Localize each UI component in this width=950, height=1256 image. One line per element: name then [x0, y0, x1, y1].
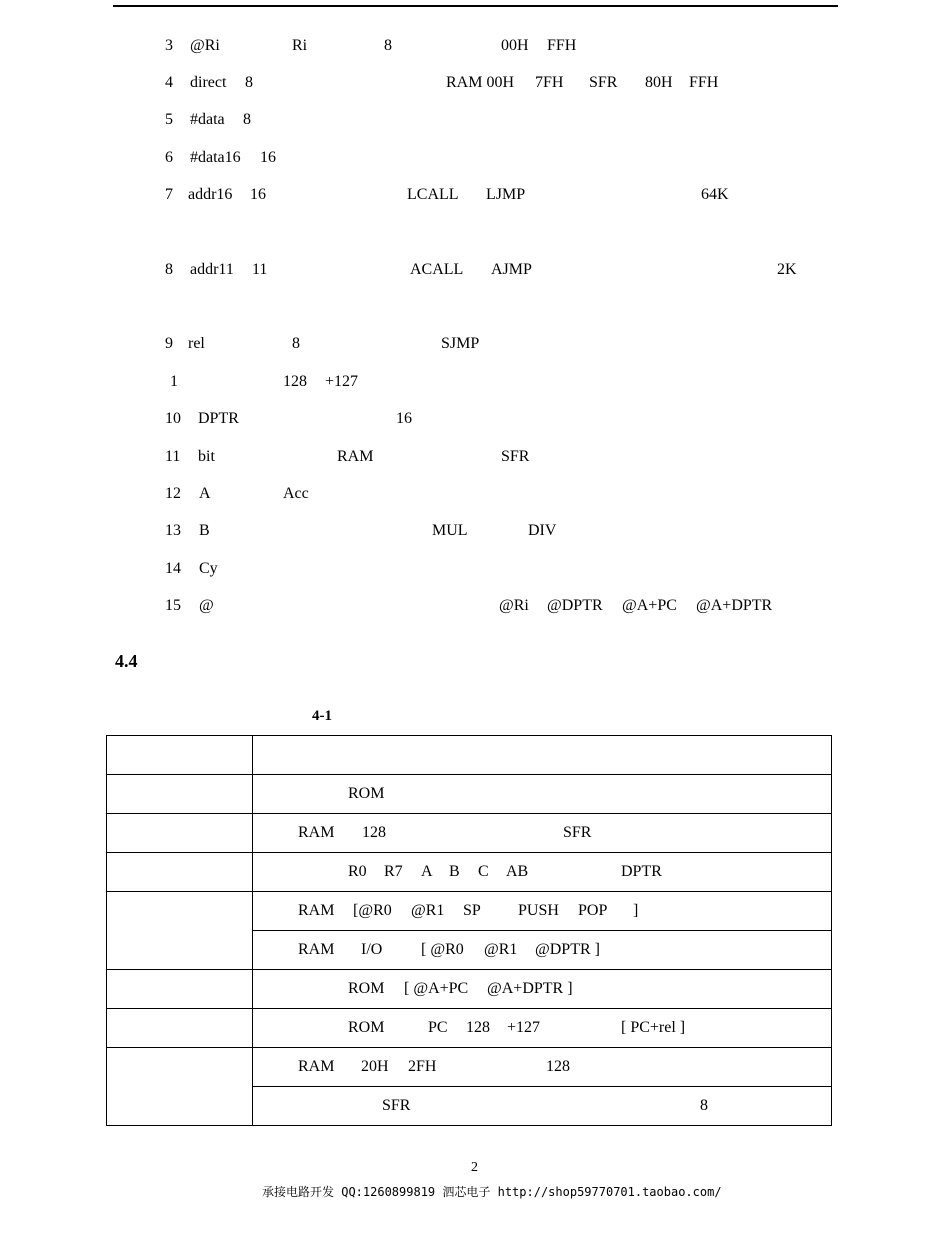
cell-text: RAM	[298, 1058, 335, 1075]
list-text: Acc	[283, 485, 309, 502]
table-caption: 4-1	[312, 708, 332, 724]
table-cell	[253, 775, 832, 814]
cell-text: DPTR	[621, 863, 662, 880]
list-number: 3	[165, 37, 173, 54]
list-text: FFH	[547, 37, 577, 54]
list-term: @	[199, 597, 214, 614]
cell-text: SP	[463, 902, 481, 919]
cell-text: 20H	[361, 1058, 389, 1075]
list-number: 5	[165, 111, 173, 128]
cell-text: ROM	[348, 980, 385, 997]
cell-text: SFR	[382, 1097, 411, 1114]
table-row	[107, 814, 832, 853]
table-row	[107, 1009, 832, 1048]
list-text: AJMP	[491, 261, 532, 278]
table-cell	[253, 853, 832, 892]
cell-text: B	[449, 863, 460, 880]
table-row	[107, 775, 832, 814]
list-text: @A+PC	[622, 597, 677, 614]
list-number: 10	[165, 410, 181, 427]
list-text: LJMP	[486, 186, 526, 203]
cell-text: C	[478, 863, 489, 880]
list-text: @DPTR	[547, 597, 603, 614]
table-row	[107, 892, 832, 931]
table-cell	[107, 1048, 253, 1126]
list-text: 11	[252, 261, 268, 278]
list-number: 12	[165, 485, 181, 502]
list-text: SFR	[589, 74, 618, 91]
table-cell	[253, 1009, 832, 1048]
cell-text: A	[421, 863, 433, 880]
list-text: RAM 00H	[446, 74, 515, 91]
cell-text: 128	[466, 1019, 490, 1036]
table-cell	[253, 931, 832, 970]
list-text: @Ri	[499, 597, 529, 614]
list-text: 8	[243, 111, 251, 128]
table-cell	[107, 853, 253, 892]
cell-text: RAM	[298, 902, 335, 919]
addressing-mode-table	[106, 735, 832, 1126]
list-text: RAM	[337, 448, 374, 465]
list-text: +127	[325, 373, 359, 390]
list-number: 8	[165, 261, 173, 278]
list-term: Cy	[199, 560, 218, 577]
cell-text: @A+DPTR ]	[487, 980, 573, 997]
top-rule	[113, 5, 838, 7]
cell-text: [ @R0	[421, 941, 464, 958]
table-row	[107, 1048, 832, 1087]
table-cell	[107, 736, 253, 775]
list-number: 11	[165, 448, 181, 465]
cell-text: @R1	[484, 941, 518, 958]
table-cell	[253, 1048, 832, 1087]
table-cell	[253, 970, 832, 1009]
table-cell	[107, 970, 253, 1009]
table-row	[107, 853, 832, 892]
cell-text: 128	[546, 1058, 570, 1075]
list-number: 13	[165, 522, 181, 539]
table-header-row	[107, 736, 832, 775]
list-number: 14	[165, 560, 181, 577]
cell-text: R0	[348, 863, 367, 880]
list-text: 16	[250, 186, 266, 203]
cell-text: ROM	[348, 1019, 385, 1036]
cell-text: [ @A+PC	[404, 980, 469, 997]
cell-text: [@R0	[353, 902, 392, 919]
list-term: addr16	[188, 186, 233, 203]
table-cell	[253, 892, 832, 931]
cell-text: RAM	[298, 824, 335, 841]
list-text: FFH	[689, 74, 719, 91]
cell-text: PUSH	[518, 902, 559, 919]
footer-text: 承接电路开发 QQ:1260899819 泗芯电子 http://shop59770701.taobao.com/	[262, 1185, 722, 1199]
cell-text: 2FH	[408, 1058, 437, 1075]
list-term: rel	[188, 335, 205, 352]
cell-text: R7	[384, 863, 403, 880]
cell-text: 8	[700, 1097, 708, 1114]
cell-text: ]	[633, 902, 639, 919]
cell-text: I/O	[361, 941, 383, 958]
list-term: bit	[198, 448, 215, 465]
table-cell	[107, 814, 253, 853]
list-term: A	[199, 485, 211, 502]
table-cell	[253, 1087, 832, 1126]
cell-text: +127	[507, 1019, 541, 1036]
list-text: SJMP	[441, 335, 480, 352]
section-heading: 4.4	[115, 651, 138, 671]
table-cell	[107, 1009, 253, 1048]
list-text: ACALL	[410, 261, 464, 278]
cell-text: RAM	[298, 941, 335, 958]
cell-text: ROM	[348, 785, 385, 802]
table-row	[107, 970, 832, 1009]
list-number: 1	[170, 373, 178, 390]
list-text: 128	[283, 373, 307, 390]
page-number: 2	[471, 1160, 478, 1175]
list-text: @A+DPTR	[696, 597, 773, 614]
table-cell	[107, 775, 253, 814]
list-text: MUL	[432, 522, 468, 539]
list-text: 16	[396, 410, 412, 427]
cell-text: PC	[428, 1019, 448, 1036]
list-text: 00H	[501, 37, 529, 54]
list-number: 9	[165, 335, 173, 352]
list-number: 15	[165, 597, 181, 614]
list-number: 4	[165, 74, 173, 91]
cell-text: AB	[506, 863, 529, 880]
list-term: DPTR	[198, 410, 239, 427]
list-text: Ri	[292, 37, 308, 54]
list-text: 8	[245, 74, 253, 91]
cell-text: POP	[578, 902, 608, 919]
cell-text: @R1	[411, 902, 445, 919]
list-term: #data	[190, 111, 225, 128]
list-text: 7FH	[535, 74, 564, 91]
list-term: B	[199, 522, 210, 539]
cell-text: [ PC+rel ]	[621, 1019, 686, 1036]
list-term: addr11	[190, 261, 234, 278]
cell-text: SFR	[563, 824, 592, 841]
cell-text: @DPTR ]	[535, 941, 600, 958]
list-text: SFR	[501, 448, 530, 465]
list-text: 8	[292, 335, 300, 352]
list-term: #data16	[190, 149, 241, 166]
list-text: LCALL	[407, 186, 459, 203]
list-text: 2K	[777, 261, 797, 278]
list-text: 64K	[701, 186, 729, 203]
table-cell	[107, 892, 253, 970]
list-number: 6	[165, 149, 173, 166]
list-text: 80H	[645, 74, 673, 91]
list-text: 16	[260, 149, 276, 166]
table-cell	[253, 736, 832, 775]
cell-text: 128	[362, 824, 386, 841]
list-term: @Ri	[190, 37, 220, 54]
list-term: direct	[190, 74, 227, 91]
list-number: 7	[165, 186, 173, 203]
list-text: 8	[384, 37, 392, 54]
table-cell	[253, 814, 832, 853]
list-text: DIV	[528, 522, 557, 539]
